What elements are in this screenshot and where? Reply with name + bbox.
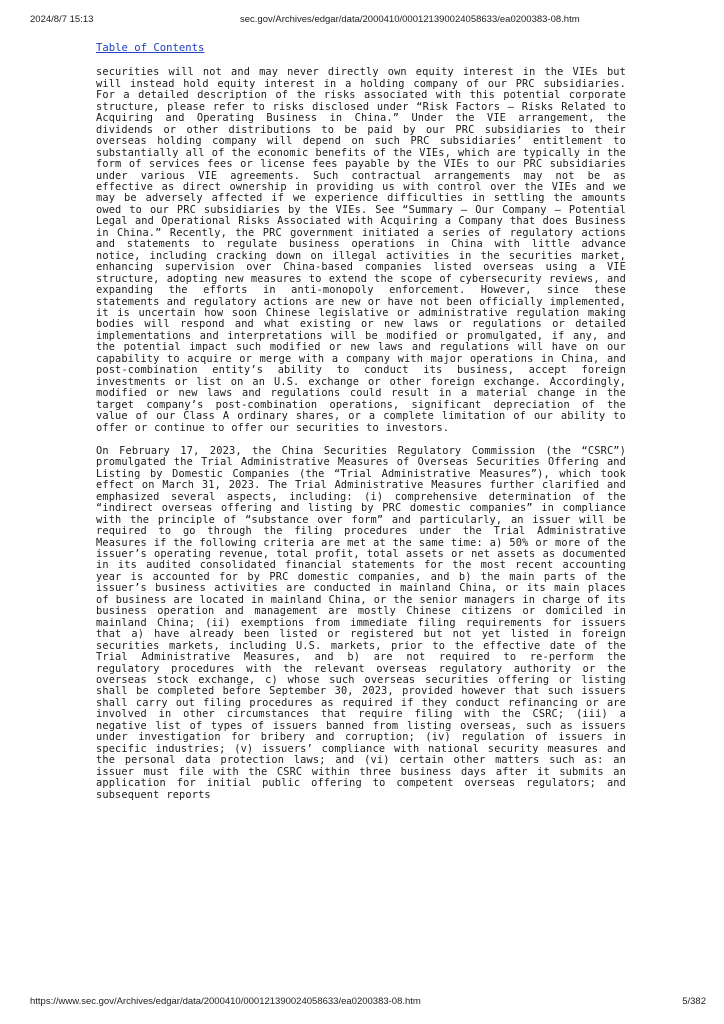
print-datetime: 2024/8/7 15:13 bbox=[30, 14, 94, 25]
page-number: 5/382 bbox=[682, 996, 706, 1007]
table-of-contents-link[interactable]: Table of Contents bbox=[96, 42, 205, 54]
document-body bbox=[96, 43, 626, 801]
paragraph-csrc-measures: On February 17, 2023, the China Securities Regulatory Commission (the “CSRC”) promulgated the Trial Administrative Measures of Overseas Securities Offering and Listing by Domestic Companies (the “Trial Administrative Measures”), which took effect on March 31, 2023. The Trial Administrative Measures further clarified and emphasized several aspects, including: (i) comprehensive determination of the “indirect overseas offering and listing by PRC domestic companies” in compliance with the principle of “substance over form” and particularly, an issuer will be required to go through the filing procedures under the Trial Administrative Measures if the following criteria are met at the same time: a) 50% or more of the issuer’s operating revenue, total profit, total assets or net assets as documented in its audited consolidated financial statements for the most recent accounting year is accounted for by PRC domestic companies, and b) the main parts of the issuer’s business activities are conducted in mainland China, or its main places of business are located in mainland China, or the senior managers in charge of its business operation and management are mostly Chinese citizens or domiciled in mainland China; (ii) exemptions from immediate filing requirements for issuers that a) have already been listed or registered but not yet listed in foreign securities markets, including U.S. markets, prior to the effective date of the Trial Administrative Measures, and b) are not required to re-perform the regulatory procedures with the relevant overseas regulatory authority or the overseas stock exchange, c) whose such overseas securities offering or listing shall be completed before September 30, 2023, provided however that such issuers shall carry out filing procedures as required if they conduct refinancing or are involved in other circumstances that require filing with the CSRC; (iii) a negative list of types of issuers banned from listing overseas, such as issuers under investigation for bribery and corruption; (iv) regulation of issuers in specific industries; (v) issuers’ compliance with national security measures and the personal data protection laws; and (vi) certain other matters such as: an issuer must file with the CSRC within three business days after it submits an application for initial public offering to competent overseas regulators; and subsequent reports bbox=[96, 444, 626, 801]
print-footer-url: https://www.sec.gov/Archives/edgar/data/2000410/000121390024058633/ea0200383-08.htm bbox=[30, 996, 421, 1007]
print-header-url: sec.gov/Archives/edgar/data/2000410/000121390024058633/ea0200383-08.htm bbox=[240, 14, 580, 25]
paragraph-vie-risks: securities will not and may never directly own equity interest in the VIEs but will instead hold equity interest in a holding company of our PRC subsidiaries. For a detailed description of the risks associated with this potential corporate structure, please refer to risks disclosed under “Risk Factors — Risks Related to Acquiring and Operating Business in China.” Under the VIE arrangement, the dividends or other distributions to be paid by our PRC subsidiaries to their overseas holding company will depend on such PRC subsidiaries’ entitlement to substantially all of the economic benefits of the VIEs, which are typically in the form of services fees or license fees payable by the VIEs to our PRC subsidiaries under various VIE agreements. Such contractual arrangements may not be as effective as direct ownership in providing us with control over the VIEs and we may be adversely affected if we experience difficulties in settling the amounts owed to our PRC subsidiaries by the VIEs. See “Summary — Our Company — Potential Legal and Operational Risks Associated with Acquiring a Company that does Business in China.” Recently, the PRC government initiated a series of regulatory actions and statements to regulate business operations in China with little advance notice, including cracking down on illegal activities in the securities market, enhancing supervision over China-based companies listed overseas using a VIE structure, adopting new measures to extend the scope of cybersecurity reviews, and expanding the efforts in anti-monopoly enforcement. However, since these statements and regulatory actions are new or have not been officially implemented, it is uncertain how soon Chinese legislative or administrative regulation making bodies will respond and what existing or new laws or regulations or detailed implementations and interpretations will be modified or promulgated, if any, and the potential impact such modified or new laws and regulations will have on our capability to acquire or merge with a company with major operations in China, and post-combination entity’s ability to conduct its business, accept foreign investments or list on an U.S. exchange or other foreign exchange. Accordingly, modified or new laws and regulations could result in a material change in the target company’s post-combination operations, significant depreciation of the value of our Class A ordinary shares, or a complete limitation of our ability to offer or continue to offer our securities to investors. bbox=[96, 66, 626, 434]
